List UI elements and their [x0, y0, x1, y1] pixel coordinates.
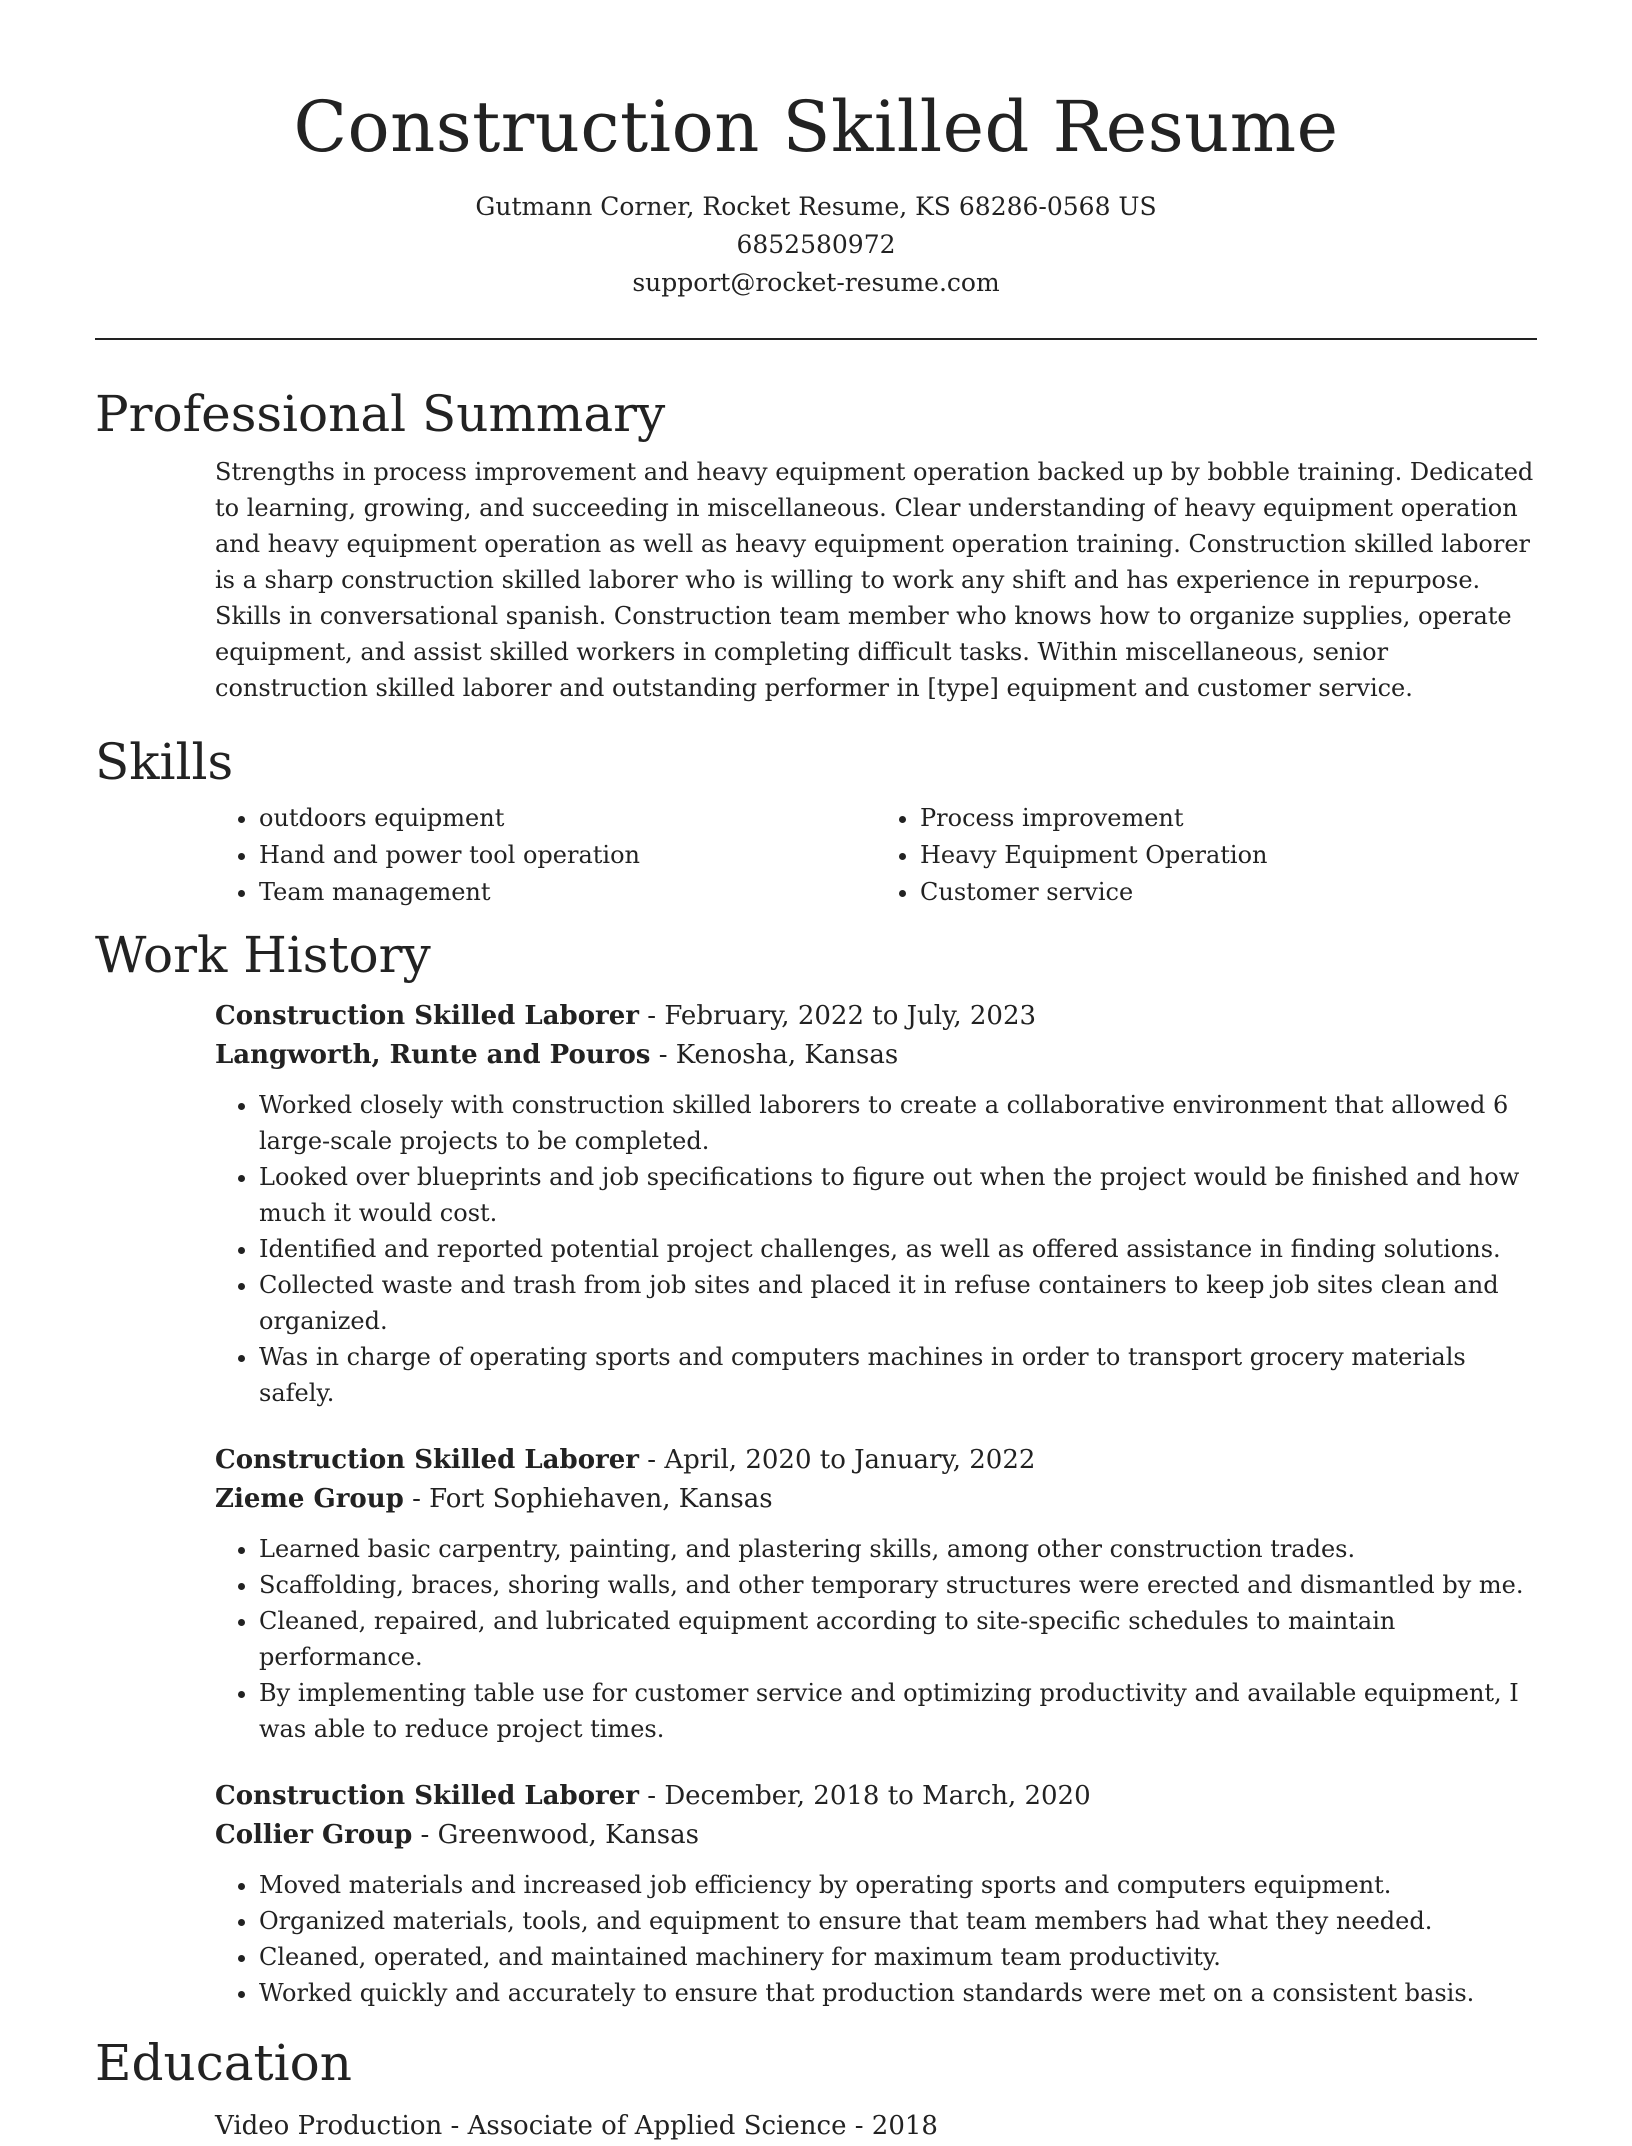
education-heading: Education	[95, 2034, 352, 2092]
job-location: - Kenosha, Kansas	[650, 1040, 899, 1070]
job-bullets	[215, 1531, 1537, 1747]
job-title-line	[215, 1441, 1537, 1480]
work-history-heading: Work History	[95, 926, 431, 984]
resume-title: Construction Skilled Resume	[293, 86, 1339, 168]
skill-item: • Hand and power tool operation	[259, 837, 876, 874]
education-entry: Video Production - Associate of Applied Science - 2018	[215, 2111, 938, 2141]
job-title: Construction Skilled Laborer	[215, 1001, 639, 1031]
skill-item: • Customer service	[920, 874, 1537, 911]
job-title-line	[215, 997, 1537, 1036]
job-location: - Fort Sophiehaven, Kansas	[403, 1484, 773, 1514]
address: Gutmann Corner, Rocket Resume, KS 68286-0568 US	[475, 192, 1157, 221]
skill-item: • Team management	[259, 874, 876, 911]
phone: 6852580972	[736, 230, 896, 259]
job-title: Construction Skilled Laborer	[215, 1445, 639, 1475]
job-company-line	[215, 1036, 1537, 1075]
job-bullets	[215, 1867, 1537, 2011]
job-title-line	[215, 1777, 1537, 1816]
job-entry	[215, 997, 1537, 1411]
email: support@rocket-resume.com	[632, 268, 1000, 297]
job-bullet: • Collected waste and trash from job sites and placed it in refuse containers to keep job sites clean and organized.	[259, 1267, 1537, 1339]
job-bullet: • Cleaned, repaired, and lubricated equipment according to site-specific schedules to maintain performance.	[259, 1603, 1537, 1675]
skills-column-right	[876, 800, 1537, 911]
job-location: - Greenwood, Kansas	[412, 1820, 699, 1850]
skills-column-left	[215, 800, 876, 911]
job-dates: - April, 2020 to January, 2022	[639, 1445, 1036, 1475]
job-bullet: • Learned basic carpentry, painting, and plastering skills, among other construction trades.	[259, 1531, 1537, 1567]
job-bullet: • Looked over blueprints and job specifications to figure out when the project would be finished and how much it would cost.	[259, 1159, 1537, 1231]
job-bullet: • Cleaned, operated, and maintained machinery for maximum team productivity.	[259, 1939, 1537, 1975]
job-dates: - February, 2022 to July, 2023	[639, 1001, 1037, 1031]
summary-text: Strengths in process improvement and heavy equipment operation backed up by bobble training. Dedicated to learning, growing, and succeeding in miscellaneous. Clear understanding of heavy equipment operation and heavy equipment operation as well as heavy equipment operation training. Construction skilled laborer is a sharp construction skilled laborer who is willing to work any shift and has experience in repurpose. Skills in conversational spanish. Construction team member who knows how to organize supplies, operate equipment, and assist skilled workers in completing difficult tasks. Within miscellaneous, senior construction skilled laborer and outstanding performer in [type] equipment and customer service.	[215, 458, 1534, 702]
job-bullet: • Scaffolding, braces, shoring walls, and other temporary structures were erected and dismantled by me.	[259, 1567, 1537, 1603]
job-entry	[215, 1441, 1537, 1747]
job-company: Collier Group	[215, 1820, 413, 1850]
job-bullets	[215, 1087, 1537, 1411]
skills-heading: Skills	[95, 733, 234, 791]
job-company-line	[215, 1480, 1537, 1519]
skill-item: • outdoors equipment	[259, 800, 876, 837]
skills-list	[215, 800, 1537, 911]
job-bullet: • Identified and reported potential project challenges, as well as offered assistance in finding solutions.	[259, 1231, 1537, 1267]
skill-item: • Process improvement	[920, 800, 1537, 837]
job-title: Construction Skilled Laborer	[215, 1781, 639, 1811]
job-company: Zieme Group	[215, 1484, 404, 1514]
job-company-line	[215, 1816, 1537, 1855]
resume-header	[95, 0, 1537, 302]
job-company: Langworth, Runte and Pouros	[215, 1040, 651, 1070]
job-bullet: • Moved materials and increased job efficiency by operating sports and computers equipment.	[259, 1867, 1537, 1903]
job-bullet: • Organized materials, tools, and equipment to ensure that team members had what they needed.	[259, 1903, 1537, 1939]
job-bullet: • Was in charge of operating sports and computers machines in order to transport grocery materials safely.	[259, 1339, 1537, 1411]
job-bullet: • By implementing table use for customer service and optimizing productivity and available equipment, I was able to reduce project times.	[259, 1675, 1537, 1747]
summary-heading: Professional Summary	[95, 385, 666, 443]
job-bullet: • Worked quickly and accurately to ensure that production standards were met on a consistent basis.	[259, 1975, 1537, 2011]
job-entry	[215, 1777, 1537, 2011]
skill-item: • Heavy Equipment Operation	[920, 837, 1537, 874]
header-divider	[95, 338, 1537, 340]
job-dates: - December, 2018 to March, 2020	[639, 1781, 1091, 1811]
job-bullet: • Worked closely with construction skilled laborers to create a collaborative environment that allowed 6 large-scale projects to be completed.	[259, 1087, 1537, 1159]
contact-info	[95, 188, 1537, 302]
